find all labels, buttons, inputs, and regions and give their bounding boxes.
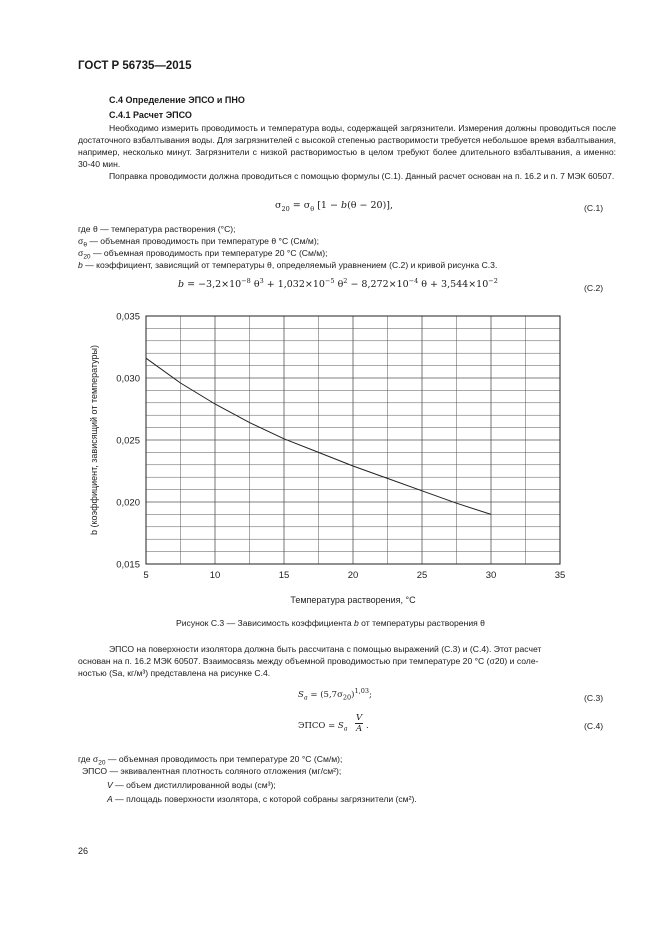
paragraph-2: Поправка проводимости должна проводиться с помощью формулы (С.1). Данный расчет основан на п. 16.2 и п. 7 МЭК 60507. bbox=[109, 171, 615, 181]
y-tick-label: 0,025 bbox=[116, 435, 140, 447]
y-tick-label: 0,035 bbox=[116, 311, 140, 323]
paragraph-1: Необходимо измерить проводимость и температура воды, содержащей загрязнители. Измерения должны проводиться после достаточного взбалтывания воды. Для загрязнителей с высокой степенью растворимости требуется небольшое время взбалтывания, например, несколько минут. Загрязнители с низкой растворимостью в целом требуют более длительного взбалтывания, а именно: 30-40 мин. bbox=[78, 123, 616, 169]
equation-c4-end: . bbox=[366, 721, 369, 731]
equation-c3-number: (С.3) bbox=[584, 693, 604, 703]
x-tick-label: 10 bbox=[209, 570, 221, 581]
section-title: С.4 Определение ЭПСО и ПНО bbox=[109, 95, 245, 105]
y-axis-label: b (коэффициент, зависящий от температуры) bbox=[89, 345, 99, 535]
equation-c4-number: (С.4) bbox=[584, 721, 604, 731]
x-tick-label: 30 bbox=[485, 570, 497, 581]
figure-caption: Рисунок С.3 — Зависимость коэффициента b от температуры растворения θ bbox=[176, 618, 485, 628]
subsection-title: С.4.1 Расчет ЭПСО bbox=[109, 110, 192, 120]
x-axis-label: Температура растворения, °С bbox=[290, 595, 416, 605]
page-number: 26 bbox=[78, 846, 89, 856]
equation-c2: $b = -3,2\times 10^{-8}$ $\theta^3 + 1,032\times 10^{-5}$ $\theta^2 - 8,272\times 10^{-4}$ $\theta + 3,544\times 10^{-2}$ bbox=[178, 276, 498, 290]
where2-a: A — площадь поверхности изолятора, с которой собраны загрязнители (см²). bbox=[107, 794, 417, 804]
y-tick-label: 0,020 bbox=[116, 497, 140, 509]
equation-c2-number: (С.2) bbox=[584, 283, 604, 293]
paragraph-3-line-3: ностью (Sa, кг/м³) представлена на рисунке С.4. bbox=[78, 668, 271, 678]
x-tick-label: 15 bbox=[278, 570, 290, 581]
x-tick-label: 35 bbox=[554, 570, 566, 581]
where-theta: где θ — температура растворения (°С); bbox=[78, 224, 236, 234]
paragraph-3-line-1: ЭПСО на поверхности изолятора должна быть рассчитана с помощью выражений (С.3) и (С.4). Этот расчет bbox=[109, 644, 542, 654]
equation-c4-fraction: V A bbox=[356, 713, 363, 734]
paragraph-3-line-2: основан на п. 16.2 МЭК 60507. Взаимосвязь между объемной проводимостью при температуре 20 °С (σ20) и соле- bbox=[78, 656, 539, 666]
x-tick-label: 5 bbox=[143, 570, 149, 581]
where2-v: V — объем дистиллированной воды (см³); bbox=[107, 780, 276, 790]
where-sigma-20: $\sigma_{20}$ — объемная проводимость при температуре 20 °С (См/м); bbox=[78, 248, 328, 261]
x-tick-label: 20 bbox=[347, 570, 359, 581]
where-sigma-theta: $\sigma_\theta$ — объемная проводимость при температуре θ °С (См/м); bbox=[78, 236, 320, 249]
x-tick-label: 25 bbox=[416, 570, 428, 581]
where2-sigma-20: где $\sigma_{20}$ — объемная проводимость при температуре 20 °С (См/м); bbox=[78, 754, 343, 767]
y-tick-label: 0,015 bbox=[116, 559, 140, 571]
chart-grid bbox=[146, 316, 560, 564]
equation-c4: ЭПСО = $S_a$ bbox=[298, 721, 348, 733]
where-b: b — коэффициент, зависящий от температуры θ, определяемый уравнением (С.2) и кривой рисунка С.3. bbox=[78, 260, 498, 270]
equation-c3: $S_a = (5,7\sigma_{20})^{1,03}$; bbox=[298, 687, 372, 702]
equation-c1: $\sigma_{20} = \sigma_\theta$ [1 − b(θ − 20)], bbox=[275, 200, 394, 213]
document-header: ГОСТ Р 56735—2015 bbox=[78, 60, 192, 72]
y-tick-label: 0,030 bbox=[116, 373, 140, 385]
equation-c1-number: (С.1) bbox=[584, 203, 604, 213]
where2-epso: ЭПСО — эквивалентная плотность соляного отложения (мг/см²); bbox=[82, 766, 342, 776]
